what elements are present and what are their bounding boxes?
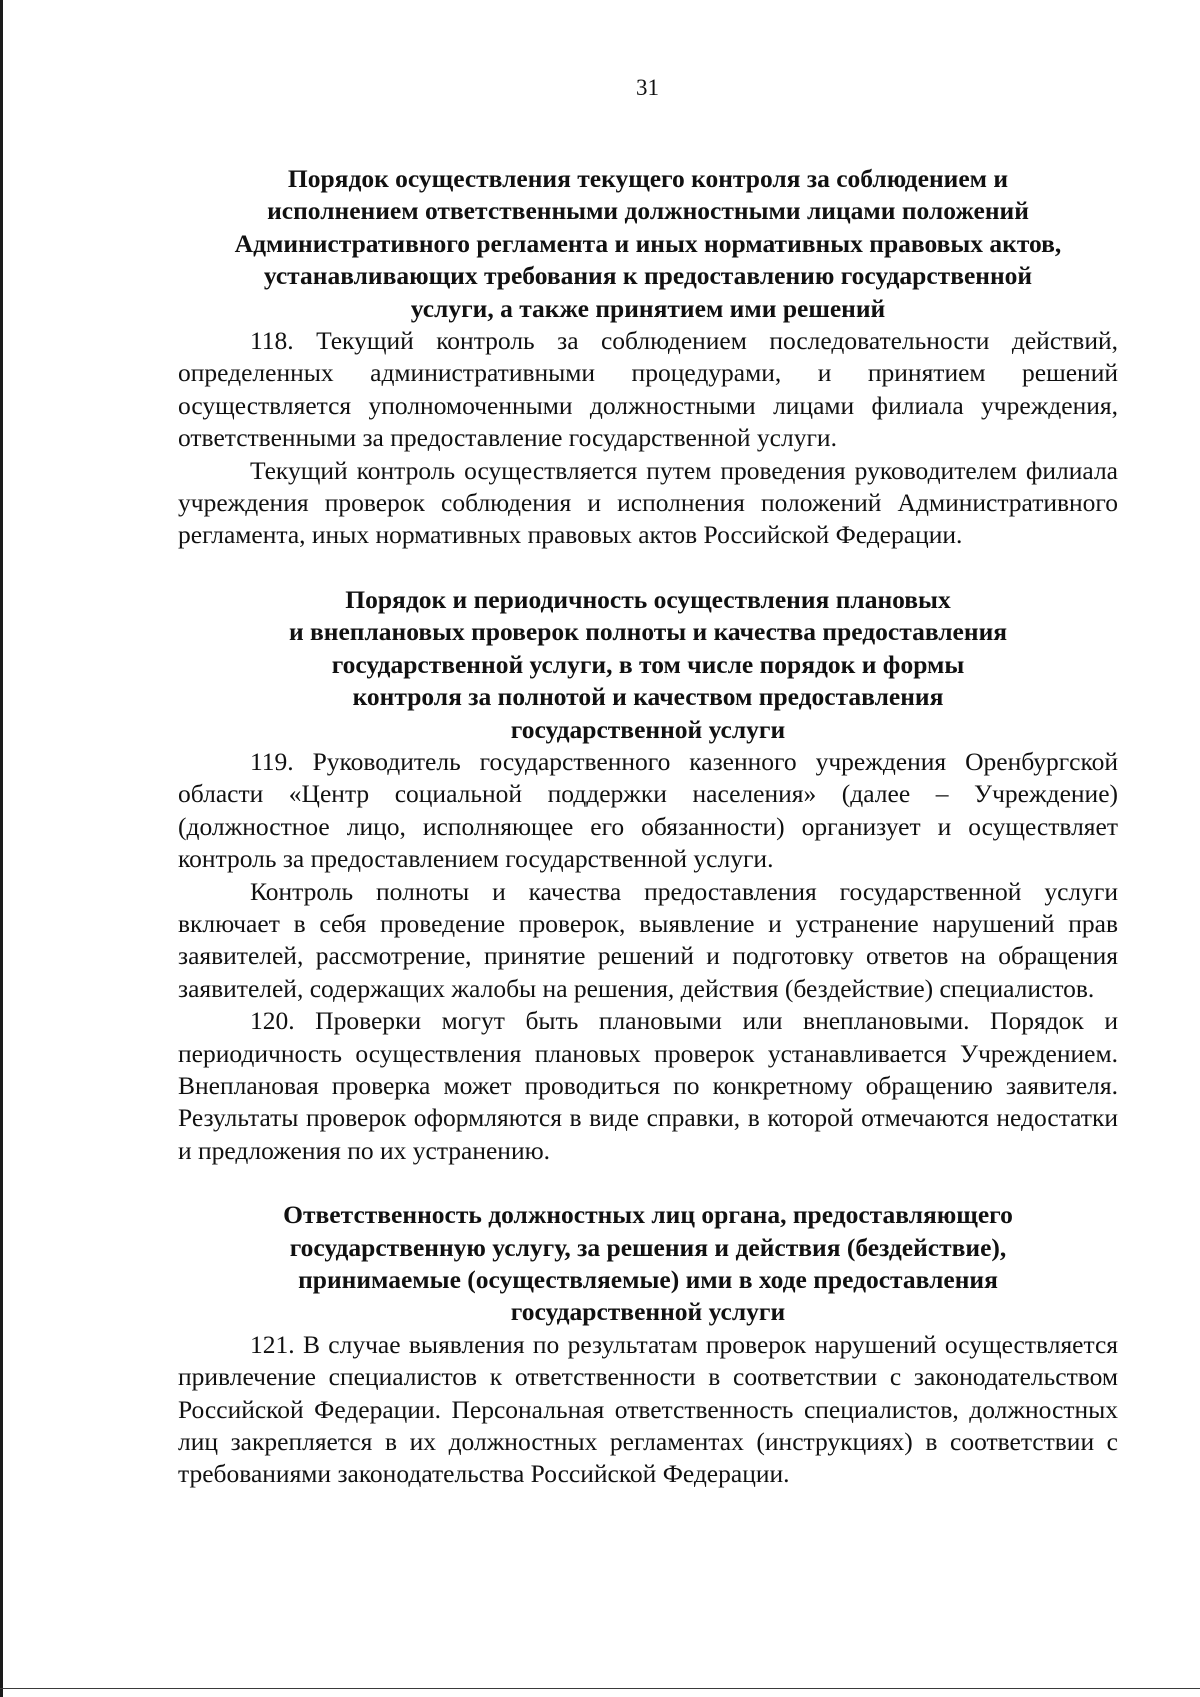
heading-line: Порядок и периодичность осуществления плановых [345,584,951,614]
paragraph-121: 121. В случае выявления по результатам проверок нарушений осуществляется привлечение специалистов к ответственности в соответствии с законодательством Российской Федерации. Персональная ответственность специалистов, должностных лиц закрепляется в их должностных регламентах (инструкциях) в соответствии с требованиями законодательства Российской Федерации. [178,1329,1118,1489]
section-spacer [178,552,1118,584]
paragraph-118: 118. Текущий контроль за соблюдением последовательности действий, определенных административными процедурами, и принятием решений осуществляется уполномоченными должностными лицами филиала учреждения, ответственными за предоставление государственной услуги. [178,326,1118,453]
section-heading-current-control [178,163,1118,325]
heading-line: устанавливающих требования к предоставлению государственной [263,261,1033,291]
heading-line: Ответственность должностных лиц органа, предоставляющего [283,1200,1013,1230]
heading-line: государственной услуги [510,714,786,744]
section-spacer [178,1167,1118,1199]
heading-line: Административного регламента и иных нормативных правовых актов, [234,228,1062,258]
section-heading-responsibility [178,1199,1118,1329]
heading-line: услуги, а также принятием ими решений [410,293,886,323]
paragraph-119: 119. Руководитель государственного казенного учреждения Оренбургской области «Центр социальной поддержки населения» (далее – Учреждение) (должностное лицо, исполняющее его обязанности) организует и осуществляет контроль за предоставлением государственной услуги. [178,746,1118,874]
paragraph-control-scope: Контроль полноты и качества предоставления государственной услуги включает в себя проведение проверок, выявление и устранение нарушений прав заявителей, рассмотрение, принятие решений и подготовку ответов на обращения заявителей, содержащих жалобы на решения, действия (бездействие) специалистов. [178,876,1118,1003]
heading-line: и внеплановых проверок полноты и качества предоставления [288,617,1008,647]
section-heading-inspections [178,584,1118,746]
paragraph-current-control-method: Текущий контроль осуществляется путем проведения руководителем филиала учреждения проверок соблюдения и исполнения положений Административного регламента, иных нормативных правовых актов Российской Федерации. [178,455,1118,550]
heading-line: принимаемые (осуществляемые) ими в ходе предоставления [298,1265,998,1294]
heading-line: государственную услугу, за решения и действия (бездействие), [289,1232,1007,1262]
scan-edge-left [0,0,3,1697]
heading-line: государственной услуги, в том числе порядок и формы [331,649,965,679]
heading-line: Порядок осуществления текущего контроля за соблюдением и [287,164,1009,193]
paragraph-120: 120. Проверки могут быть плановыми или внеплановыми. Порядок и периодичность осуществления плановых проверок устанавливается Учреждением. Внеплановая проверка может проводиться по конкретному обращению заявителя. Результаты проверок оформляются в виде справки, в которой отмечаются недостатки и предложения по их устранению. [178,1006,1118,1165]
scan-edge-bottom [0,1688,1200,1689]
page-number: 31 [636,75,659,100]
heading-line: контроля за полнотой и качеством предоставления [352,682,944,712]
heading-line: государственной услуги [510,1297,786,1327]
document-body [178,163,1118,1491]
heading-line: исполнением ответственными должностными лицами положений [267,196,1029,226]
